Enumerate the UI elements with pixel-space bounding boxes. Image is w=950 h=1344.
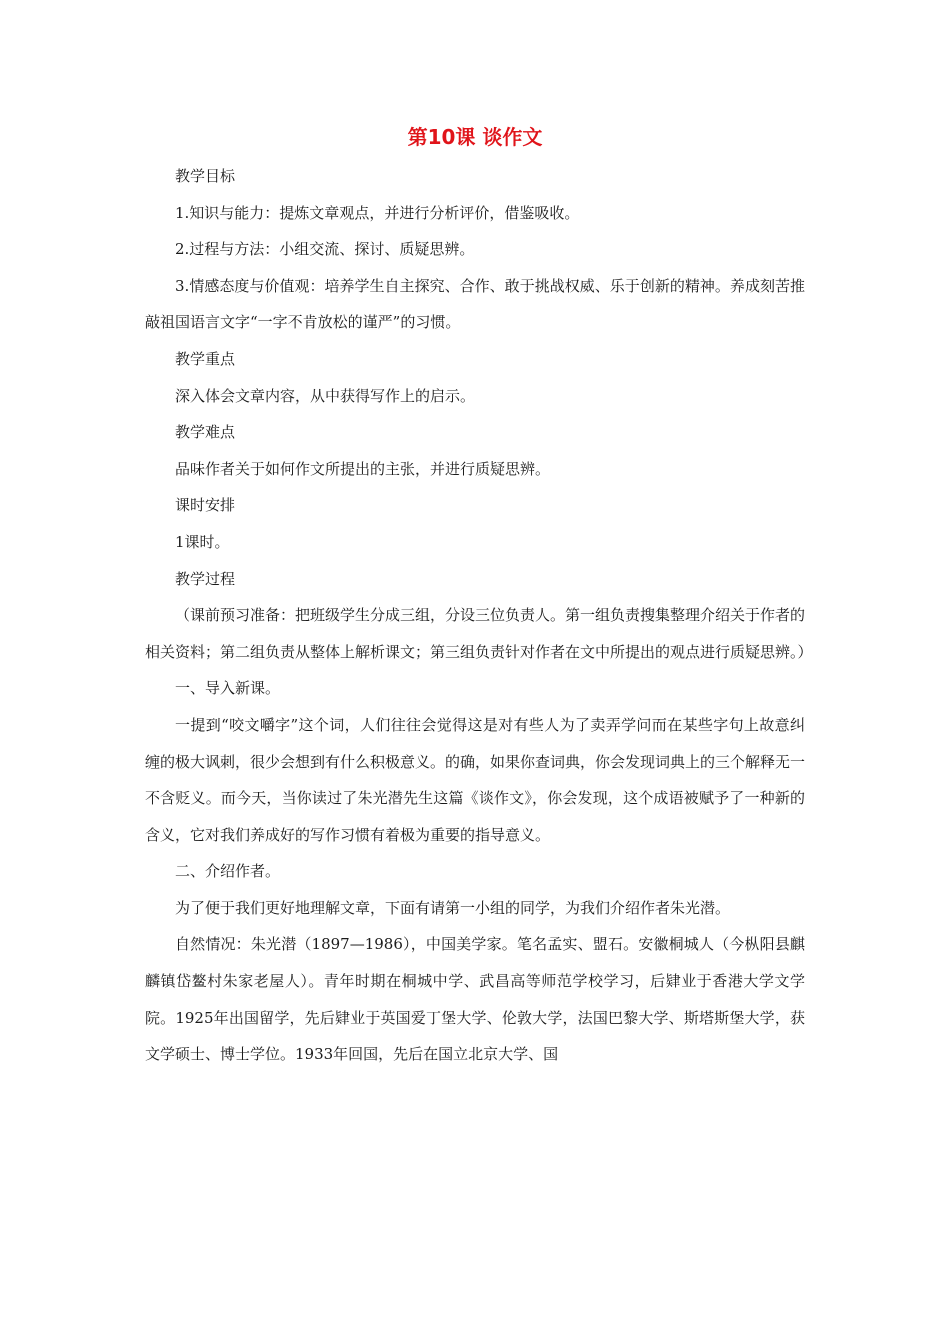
heading-process: 教学过程 xyxy=(175,569,236,588)
heading-teaching-goals: 教学目标 xyxy=(175,167,236,185)
schedule-text: 1课时。 xyxy=(175,532,230,551)
section-author-lead: 为了便于我们更好地理解文章，下面有请第一小组的同学，为我们介绍作者朱光潜。 xyxy=(175,898,731,917)
heading-schedule: 课时安排 xyxy=(175,496,236,515)
goal-attitude: 3.情感态度与价值观：培养学生自主探究、合作、敢于挑战权威、乐于创新的精神。养成刻苦推敲祖国语言文字“一字不肯放松的谨严”的习惯。 xyxy=(145,276,805,332)
goal-process: 2.过程与方法：小组交流、探讨、质疑思辨。 xyxy=(175,240,475,259)
section-author-heading: 二、介绍作者。 xyxy=(175,862,281,881)
section-intro-text: 一提到“咬文嚼字”这个词，人们往往会觉得这是对有些人为了卖弄学问而在某些字句上故意纠缠的极大讽刺，很少会想到有什么积极意义。的确，如果你查词典，你会发现词典上的三个解释无一不含贬义。而今天，当你读过了朱光潜先生这篇《谈作文》，你会发现，这个成语被赋予了一种新的含义，它对我们养成好的写作习惯有着极为重要的指导意义。 xyxy=(145,715,806,844)
goal-knowledge: 1.知识与能力：提炼文章观点，并进行分析评价，借鉴吸收。 xyxy=(175,203,580,222)
preparation-note: （课前预习准备：把班级学生分成三组，分设三位负责人。第一组负责搜集整理介绍关于作者的相关资料；第二组负责从整体上解析课文；第三组负责针对作者在文中所提出的观点进行质疑思辨。） xyxy=(145,606,813,661)
section-author-bio: 自然情况：朱光潜（1897—1986），中国美学家。笔名孟实、盟石。安徽桐城人（今枞阳县麒麟镇岱鳌村朱家老屋人）。青年时期在桐城中学、武昌高等师范学校学习，后肄业于香港大学文学院。1925年出国留学，先后肄业于英国爱丁堡大学、伦敦大学，法国巴黎大学、斯塔斯堡大学，获文学硕士、博士学位。1933年回国，先后在国立北京大学、国 xyxy=(145,935,805,1064)
heading-difficulties: 教学难点 xyxy=(175,423,236,442)
section-intro-heading: 一、导入新课。 xyxy=(175,679,281,698)
key-points-text: 深入体会文章内容，从中获得写作上的启示。 xyxy=(175,386,476,405)
lesson-title: 第10课 谈作文 xyxy=(407,125,543,149)
heading-key-points: 教学重点 xyxy=(175,349,236,368)
document-body xyxy=(145,158,813,1073)
difficulties-text: 品味作者关于如何作文所提出的主张，并进行质疑思辨。 xyxy=(175,459,551,478)
